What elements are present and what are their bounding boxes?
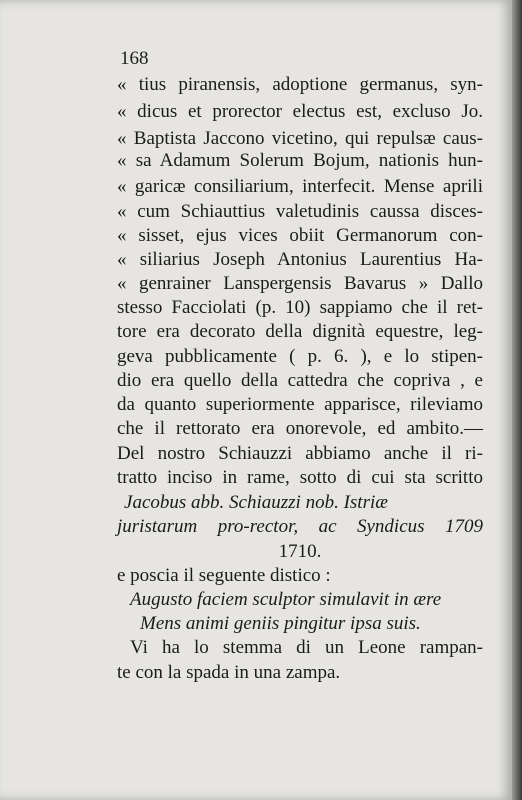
caption-line-2: juristarum pro-rector, ac Syndicus 1709 [117, 516, 483, 537]
text-line: Vi ha lo stemma di un Leone rampan- [130, 637, 483, 658]
text-line: tratto inciso in rame, sotto di cui sta scritto [117, 467, 483, 488]
text-line: che il rettorato era onorevole, ed ambito.— [117, 418, 483, 439]
text-line: geva pubblicamente ( p. 6. ), e lo stipen- [117, 346, 483, 367]
text-line: « genrainer Lanspergensis Bavarus » Dallo [117, 273, 483, 294]
text-line: « tius piranensis, adoptione germanus, syn- [117, 74, 483, 95]
text-line: « Baptista Jaccono vicetino, qui repulsæ caus- [117, 128, 483, 149]
text-line: « sisset, ejus vices obiit Germanorum con- [117, 225, 483, 246]
text-line: e poscia il seguente distico : [117, 565, 331, 586]
text-line: « sa Adamum Solerum Bojum, nationis hun- [117, 150, 483, 171]
text-line: tore era decorato della dignità equestre, leg- [117, 321, 483, 342]
text-line: stesso Facciolati (p. 10) sappiamo che il ret- [117, 297, 483, 318]
text-line: « garicæ consiliarium, interfecit. Mense aprili [117, 176, 483, 197]
distich-line-1: Augusto faciem sculptor simulavit in ære [130, 589, 442, 610]
book-edge [512, 0, 522, 800]
page-number: 168 [120, 48, 149, 69]
caption-line-1: Jacobus abb. Schiauzzi nob. Istriæ [124, 492, 388, 513]
caption-line-3: 1710. [278, 541, 322, 562]
text-line: te con la spada in una zampa. [117, 662, 341, 683]
text-line: dio era quello della cattedra che copriva , e [117, 370, 483, 391]
text-line: Del nostro Schiauzzi abbiamo anche il ri- [117, 443, 483, 464]
text-line: « siliarius Joseph Antonius Laurentius Ha- [117, 249, 483, 270]
text-line: « cum Schiauttius valetudinis caussa disces- [117, 201, 483, 222]
text-line: « dicus et prorector electus est, excluso Jo. [117, 101, 483, 122]
text-line: da quanto superiormente apparisce, rileviamo [117, 394, 483, 415]
distich-line-2: Mens animi geniis pingitur ipsa suis. [140, 613, 421, 634]
